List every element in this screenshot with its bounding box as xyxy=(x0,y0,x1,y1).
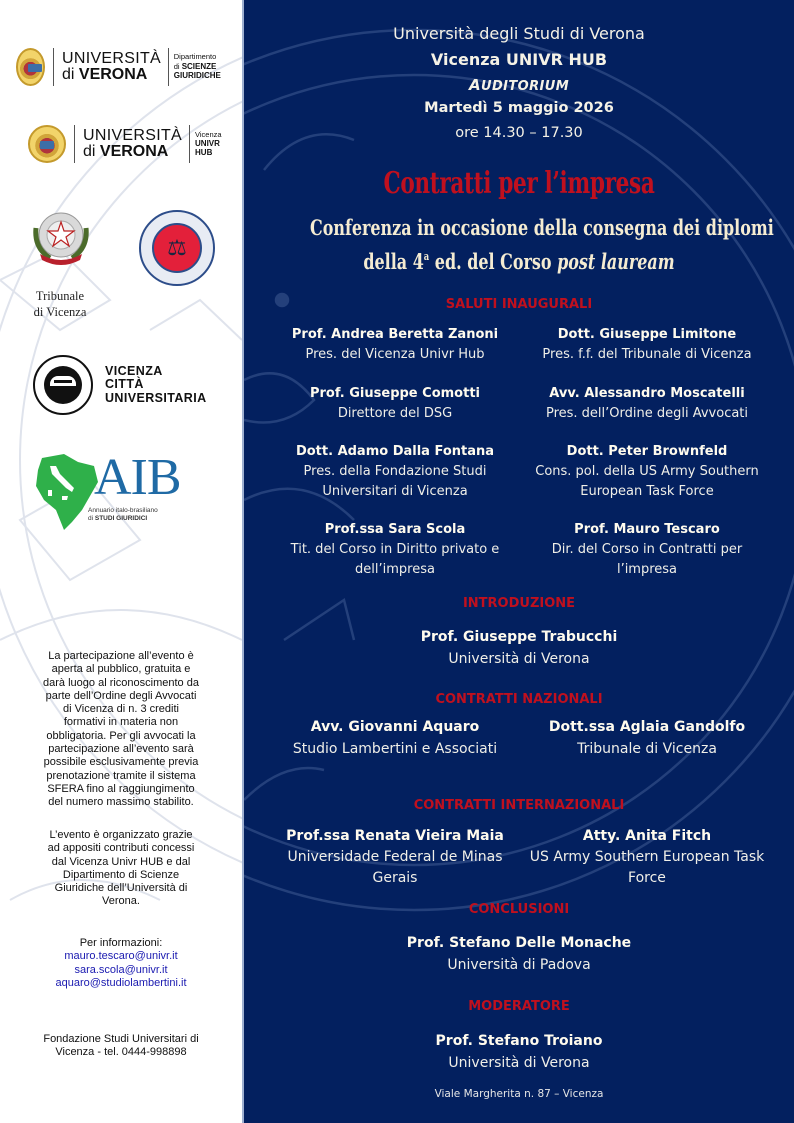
logo-divider xyxy=(189,125,190,163)
speaker-troiano: Prof. Stefano Troiano Università di Verona xyxy=(435,1033,603,1071)
email-link-scola[interactable]: sara.scola@univr.it xyxy=(74,963,168,976)
logo-aib: AIB Annuario italo-brasiliano di STUDI GIURIDICI xyxy=(34,452,204,532)
hub-label: Vicenza UNIVR HUB xyxy=(195,129,222,158)
logo-vicenza-citta-universitaria xyxy=(33,355,207,415)
logo-univr-scienze-giuridiche xyxy=(16,48,242,86)
vicenza-citta-wordmark: VICENZA CITTÀ UNIVERSITARIA xyxy=(105,364,207,405)
ordine-avvocati-seal xyxy=(139,210,215,286)
event-program-panel xyxy=(244,0,794,1123)
logo-divider xyxy=(168,48,169,86)
organization-info-text: L’evento è organizzato grazie ad appositi contributi concessi dal Vicenza Univr HUB e dal Dipartimento di Scienze Giuridiche dell’Università di Verona. xyxy=(47,829,195,908)
speaker-vieira-maia: Prof.ssa Renata Vieira Maia Universidade Federal de Minas Gerais xyxy=(286,828,504,886)
speaker-delle-monache: Prof. Stefano Delle Monache Università di Padova xyxy=(406,935,632,973)
venue-name: Vicenza UNIVR HUB xyxy=(430,50,608,69)
department-label: Dipartimento di SCIENZE GIURIDICHE xyxy=(173,52,221,81)
event-date: Martedì 5 maggio 2026 xyxy=(424,100,614,116)
speaker-dalla-fontana: Dott. Adamo Dalla Fontana Pres. della Fondazione Studi Universitari di Vicenza xyxy=(295,444,495,499)
section-heading-internazionali: CONTRATTI INTERNAZIONALI xyxy=(413,798,625,813)
univr-seal-icon xyxy=(16,48,45,86)
section-heading-introduzione: INTRODUZIONE xyxy=(462,596,576,611)
logo-univr-vicenza-hub xyxy=(28,125,222,163)
event-subtitle-line1: Conferenza in occasione della consegna dei diplomi xyxy=(310,215,774,240)
italian-republic-emblem-icon xyxy=(30,208,92,268)
speaker-brownfeld: Dott. Peter Brownfeld Cons. pol. della US Army Southern European Task Force xyxy=(535,444,759,499)
univr-wordmark: UNIVERSITÀ di VERONA xyxy=(62,50,162,83)
speaker-comotti: Prof. Giuseppe Comotti Direttore del DSG xyxy=(309,386,480,421)
speaker-trabucchi: Prof. Giuseppe Trabucchi Università di Verona xyxy=(420,629,618,667)
logo-divider xyxy=(53,48,54,86)
event-title: Contratti per l’impresa xyxy=(383,166,655,201)
speaker-moscatelli: Avv. Alessandro Moscatelli Pres. dell’Ordine degli Avvocati xyxy=(545,386,749,421)
foundation-contact: Fondazione Studi Universitari di Vicenza - tel. 0444-998898 xyxy=(43,1033,199,1059)
event-subtitle-line2: della 4$^a$ ed. del Corso post lauream xyxy=(363,249,675,274)
section-heading-moderatore: MODERATORE xyxy=(468,999,570,1014)
speaker-tescaro: Prof. Mauro Tescaro Dir. del Corso in Contratti per l’impresa xyxy=(551,522,743,577)
university-name: Università degli Studi di Verona xyxy=(393,24,645,43)
univr-seal-icon xyxy=(28,125,66,163)
participation-info-text: La partecipazione all’evento è aperta al pubblico, gratuita e darà luogo al riconoscimento da parte dell’Ordine degli Avvocati di Vicenza di n. 3 crediti formativi in materia non obbligatoria. Per gli avvocati la partecipazione all’evento sarà possibile esclusivamente previa prenotazione tramite il sistema SFERA fino al raggiungimento del numero massimo stabilito. xyxy=(43,650,199,809)
speaker-scola: Prof.ssa Sara Scola Tit. del Corso in Diritto privato e dell’impresa xyxy=(290,522,500,577)
speaker-gandolfo: Dott.ssa Aglaia Gandolfo Tribunale di Vicenza xyxy=(548,719,746,757)
vicenza-citta-seal-icon xyxy=(33,355,93,415)
scales-of-justice-icon: ⚖ xyxy=(152,223,202,273)
speaker-limitone: Dott. Giuseppe Limitone Pres. f.f. del Tribunale di Vicenza xyxy=(542,327,752,362)
venue-address: Viale Margherita n. 87 – Vicenza xyxy=(434,1088,604,1100)
section-heading-conclusioni: CONCLUSIONI xyxy=(468,902,570,917)
speaker-aquaro: Avv. Giovanni Aquaro Studio Lambertini e Associati xyxy=(292,719,498,757)
tribunale-label: Tribunale di Vicenza xyxy=(33,289,87,320)
event-time: ore 14.30 – 17.30 xyxy=(455,125,583,141)
email-link-tescaro[interactable]: mauro.tescaro@univr.it xyxy=(64,950,178,963)
speaker-fitch: Atty. Anita Fitch US Army Southern European Task Force xyxy=(529,828,765,886)
left-sidebar-panel xyxy=(0,0,242,1123)
aib-subtitle: Annuario italo-brasiliano di STUDI GIURIDICI xyxy=(88,507,158,522)
speaker-beretta-zanoni: Prof. Andrea Beretta Zanoni Pres. del Vicenza Univr Hub xyxy=(291,327,499,362)
contact-info: Per informazioni: mauro.tescaro@univr.it sara.scola@univr.it aquaro@studiolambertini.it xyxy=(0,937,242,990)
email-link-aquaro[interactable]: aquaro@studiolambertini.it xyxy=(55,976,187,989)
room-name: AUDITORIUM xyxy=(468,76,570,94)
logo-divider xyxy=(74,125,75,163)
section-heading-nazionali: CONTRATTI NAZIONALI xyxy=(435,692,603,707)
section-heading-saluti: SALUTI INAUGURALI xyxy=(445,297,593,312)
univr-wordmark: UNIVERSITÀ di VERONA xyxy=(83,127,183,160)
